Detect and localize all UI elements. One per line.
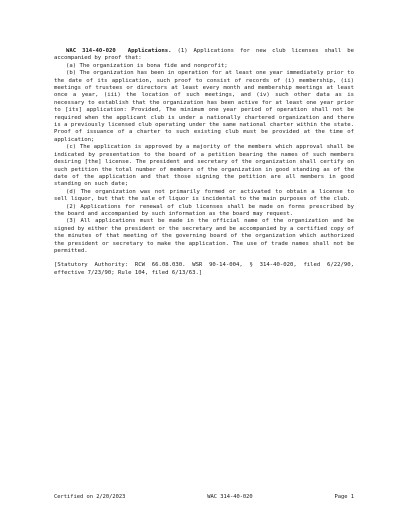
- list-item-b: (b) The organization has been in operation for at least one year immediately prior to the date of its application, such proof to consist of records of (i) membership, (ii) meetings of trustees or directors at least every month and membership meetings at least once a year, (iii) the location of such meetings, and (iv) such other data as is necessary to establish that the organization has been active for at least one year prior to [its] application: Provided, The minimum one year period of operation shall not be required when the applicant club is under a nationally chartered organization and there is a previously licensed club operating under the same national charter within the state. Proof of issuance of a charter to such existing club must be provided at the time of application;: [54, 70, 354, 143]
- paragraph-3: (3) All applications must be made in the official name of the organization and be signed by either the president or the secretary and be accompanied by a certified copy of the minutes of that meeting of the governing board of the organization which authorized the president or secretary to make the application. The use of trade names shall not be permitted.: [54, 218, 354, 254]
- paragraph-2: (2) Applications for renewal of club licenses shall be made on forms prescribed by the board and accompanied by such information as the board may request.: [54, 203, 354, 217]
- list-item-a: (a) The organization is bona fide and nonprofit;: [66, 62, 228, 69]
- page-number: Page 1: [334, 494, 354, 500]
- section-intro: (1) Applications for new club licenses shall be accompanied by proof that:: [54, 48, 354, 62]
- section-intro-paragraph: [54, 48, 354, 63]
- list-item-c: (c) The application is approved by a majority of the members which approval shall be indicated by presentation to the board of a petition bearing the names of such members desiring [the] license. The president and secretary of the organization shall certify on such petition the total number of members of the organization in good standing as of the date of the application and that those signing the petition are all members in good standing on such date;: [54, 144, 354, 188]
- page-footer: [54, 494, 354, 501]
- footer-section-ref: WAC 314-40-020: [207, 494, 253, 500]
- certified-date: Certified on 2/20/2023: [54, 494, 126, 500]
- statutory-history: [Statutory Authority: RCW 66.08.030. WSR 90-14-004, § 314-40-020, filed 6/22/90, effective 7/23/90; Rule 104, filed 6/13/63.]: [54, 262, 354, 276]
- section-number: WAC 314-40-020: [66, 48, 116, 54]
- document-body: [54, 48, 354, 277]
- section-heading: [66, 48, 172, 54]
- list-item-d: (d) The organization was not primarily formed or activated to obtain a license to sell liquor, but that the sale of liquor is incidental to the main purposes of the club.: [54, 188, 354, 203]
- section-title: Applications.: [127, 48, 172, 54]
